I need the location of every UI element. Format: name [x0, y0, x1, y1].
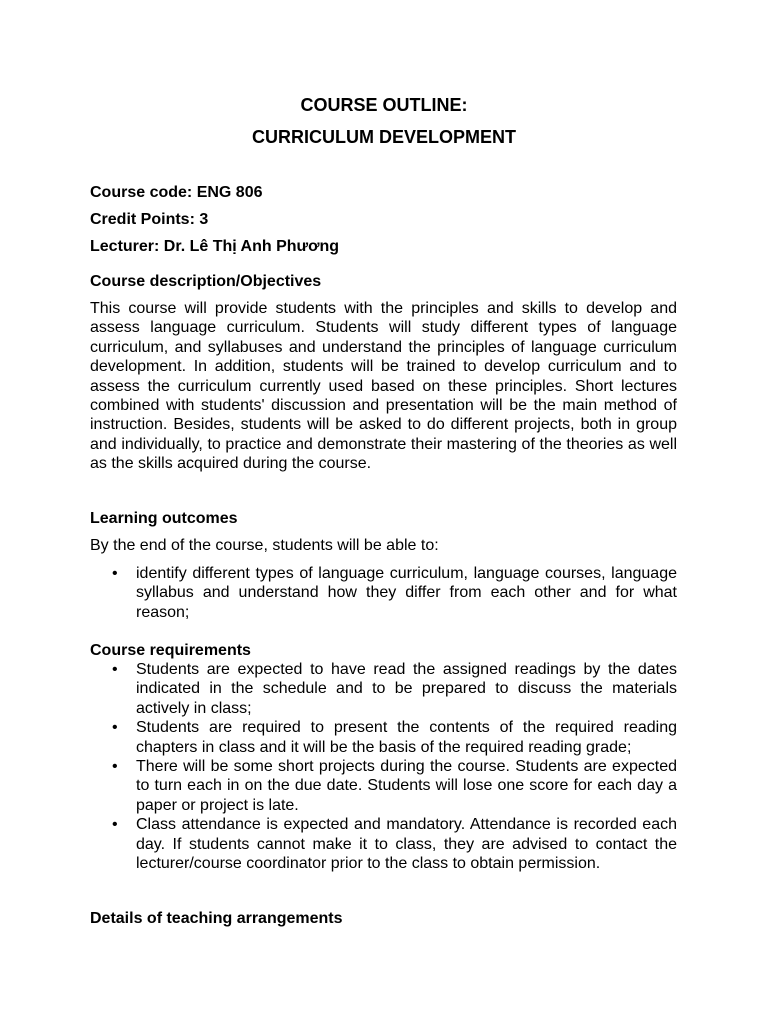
list-item-text: Students are required to present the contents of the required reading chapters in class and it will be the basis of the required reading grade;	[136, 719, 677, 756]
list-item-text: identify different types of language curriculum, language courses, language syllabus and understand how they differ from each other and for what reason;	[136, 565, 677, 621]
credit-points: Credit Points: 3	[90, 211, 209, 228]
document-title: COURSE OUTLINE:	[300, 95, 468, 115]
bullet-marker: •	[112, 816, 118, 834]
list-item	[0, 757, 677, 815]
bullet-marker: •	[112, 719, 118, 737]
description-heading: Course description/Objectives	[90, 273, 322, 290]
list-item	[0, 815, 677, 873]
requirements-heading: Course requirements	[90, 642, 251, 659]
description-paragraph: This course will provide students with the principles and skills to develop and assess language curriculum. Students will study different types of language curriculum, and syllabuses and understand the principles of language curriculum development. In addition, students will be trained to develop curriculum and to assess the curriculum currently used based on these principles. Short lectures combined with students' discussion and presentation will be the main method of instruction. Besides, students will be asked to do different projects, both in group and individually, to practice and demonstrate their mastering of the theories as well as the skills acquired during the course.	[90, 300, 677, 473]
course-code: Course code: ENG 806	[90, 184, 263, 201]
outcomes-intro: By the end of the course, students will be able to:	[90, 537, 439, 554]
document-subtitle: CURRICULUM DEVELOPMENT	[252, 127, 516, 147]
teaching-heading: Details of teaching arrangements	[90, 910, 343, 927]
list-item-text: Students are expected to have read the assigned readings by the dates indicated in the schedule and to be prepared to discuss the materials actively in class;	[136, 661, 677, 717]
bullet-marker: •	[112, 758, 118, 776]
requirements-list	[0, 660, 677, 873]
lecturer: Lecturer: Dr. Lê Thị Anh Phương	[90, 238, 340, 255]
outcomes-list	[0, 564, 677, 622]
outcomes-heading: Learning outcomes	[90, 510, 238, 527]
list-item-text: There will be some short projects during the course. Students are expected to turn each in on the due date. Students will lose one score for each day a paper or project is late.	[136, 758, 677, 814]
list-item	[0, 660, 677, 718]
bullet-marker: •	[112, 565, 118, 582]
bullet-marker: •	[112, 661, 118, 678]
list-item	[0, 718, 677, 757]
list-item	[0, 564, 677, 622]
list-item-text: Class attendance is expected and mandatory. Attendance is recorded each day. If students cannot make it to class, they are advised to contact the lecturer/course coordinator prior to the class to obtain permission.	[136, 816, 677, 873]
